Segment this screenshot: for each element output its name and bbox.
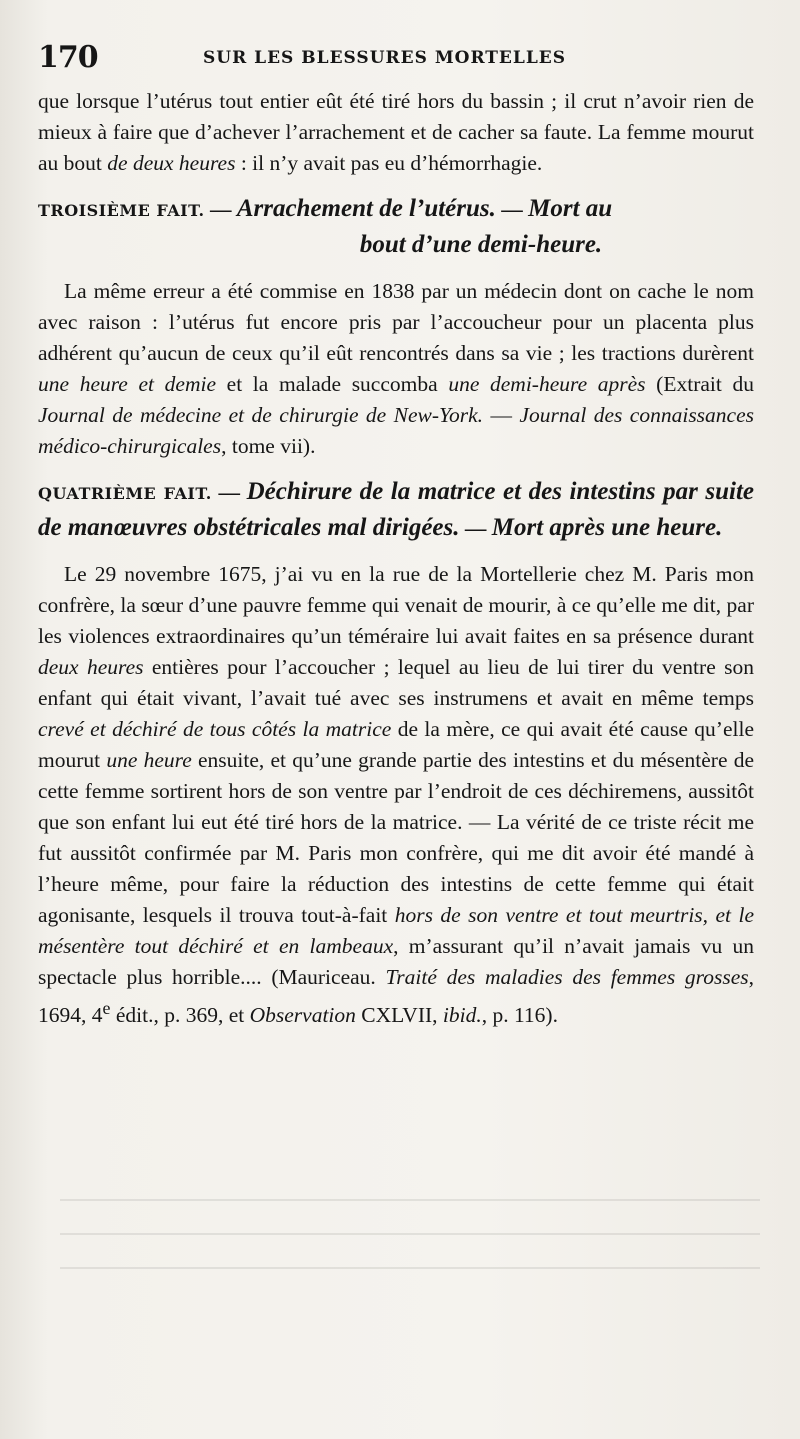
page-body [38,86,754,1031]
case-heading-3: TROISIÈME FAIT. — Arrachement de l’utérus. — Mort au bout d’une demi-heure. [38,195,613,258]
case-title: Arrachement de l’utérus. [236,195,496,222]
case-heading-4: QUATRIÈME FAIT. — Déchirure de la matrice et des intestins par suite de manœuvres obstétricales mal dirigées. — Mort après une heure. [38,478,755,541]
case-label: TROISIÈME FAIT. [38,201,205,220]
case-title: Déchirure de la matrice et des intestins par suite de manœuvres obstétricales mal dirigées. [38,478,755,541]
paragraph-case-4: Le 29 novembre 1675, j’ai vu en la rue de la Mortellerie chez M. Paris mon confrère, la sœur d’une pauvre femme qui venait de mourir, à ce qu’elle me dit, par les violences extraordinaires qu’un téméraire lui avait faites en sa présence durant deux heures entières pour l’accoucher ; lequel au lieu de lui tirer du ventre son enfant qui était vivant, l’avait tué avec ses instrumens et avait en même temps crevé et déchiré de tous côtés la matrice de la mère, ce qui avait été cause qu’elle mourut une heure ensuite, et qu’une grande partie des intestins et du mésentère de cette femme sortirent hors de son ventre par l’endroit de ces déchiremens, aussitôt que son enfant lui eut été tiré hors de la matrice. — La vérité de ce triste récit me fut aussitôt confirmée par M. Paris mon confrère, qui me dit avoir été mandé à l’heure même, pour faire la réduction des intestins de cette femme qui était agonisante, lesquels il trouva tout-à-fait hors de son ventre et tout meurtris, et le mésentère tout déchiré et en lambeaux, m’assurant qu’il n’avait jamais vu un spectacle plus horrible.... (Mauriceau. Traité des maladies des femmes grosses, 1694, 4e édit., p. 369, et Observation CXLVII, ibid., p. 116). [38,562,755,1028]
paragraph-continuation: que lorsque l’utérus tout entier eût été tiré hors du bassin ; il crut n’avoir rien de mieux à faire que d’achever l’arrachement et de cacher sa faute. La femme mourut au bout de deux heures : il n’y avait pas eu d’hémorrhagie. [38,89,754,175]
running-head: SUR LES BLESSURES MORTELLES [203,48,567,68]
paragraph-case-3: La même erreur a été commise en 1838 par un médecin dont on cache le nom avec raison : l’utérus fut encore pris par l’accoucheur pour un placenta plus adhérent qu’aucun de ceux qu’il eût rencontrés dans sa vie ; les tractions durèrent une heure et demie et la malade succomba une demi-heure après (Extrait du Journal de médecine et de chirurgie de New-York. — Journal des connaissances médico-chirurgicales, tome vii). [38,279,755,458]
page-number: 170 [38,40,98,75]
bleed-through-shadow [60,1199,760,1289]
page-header [38,40,754,86]
case-label: QUATRIÈME FAIT. [38,484,212,503]
